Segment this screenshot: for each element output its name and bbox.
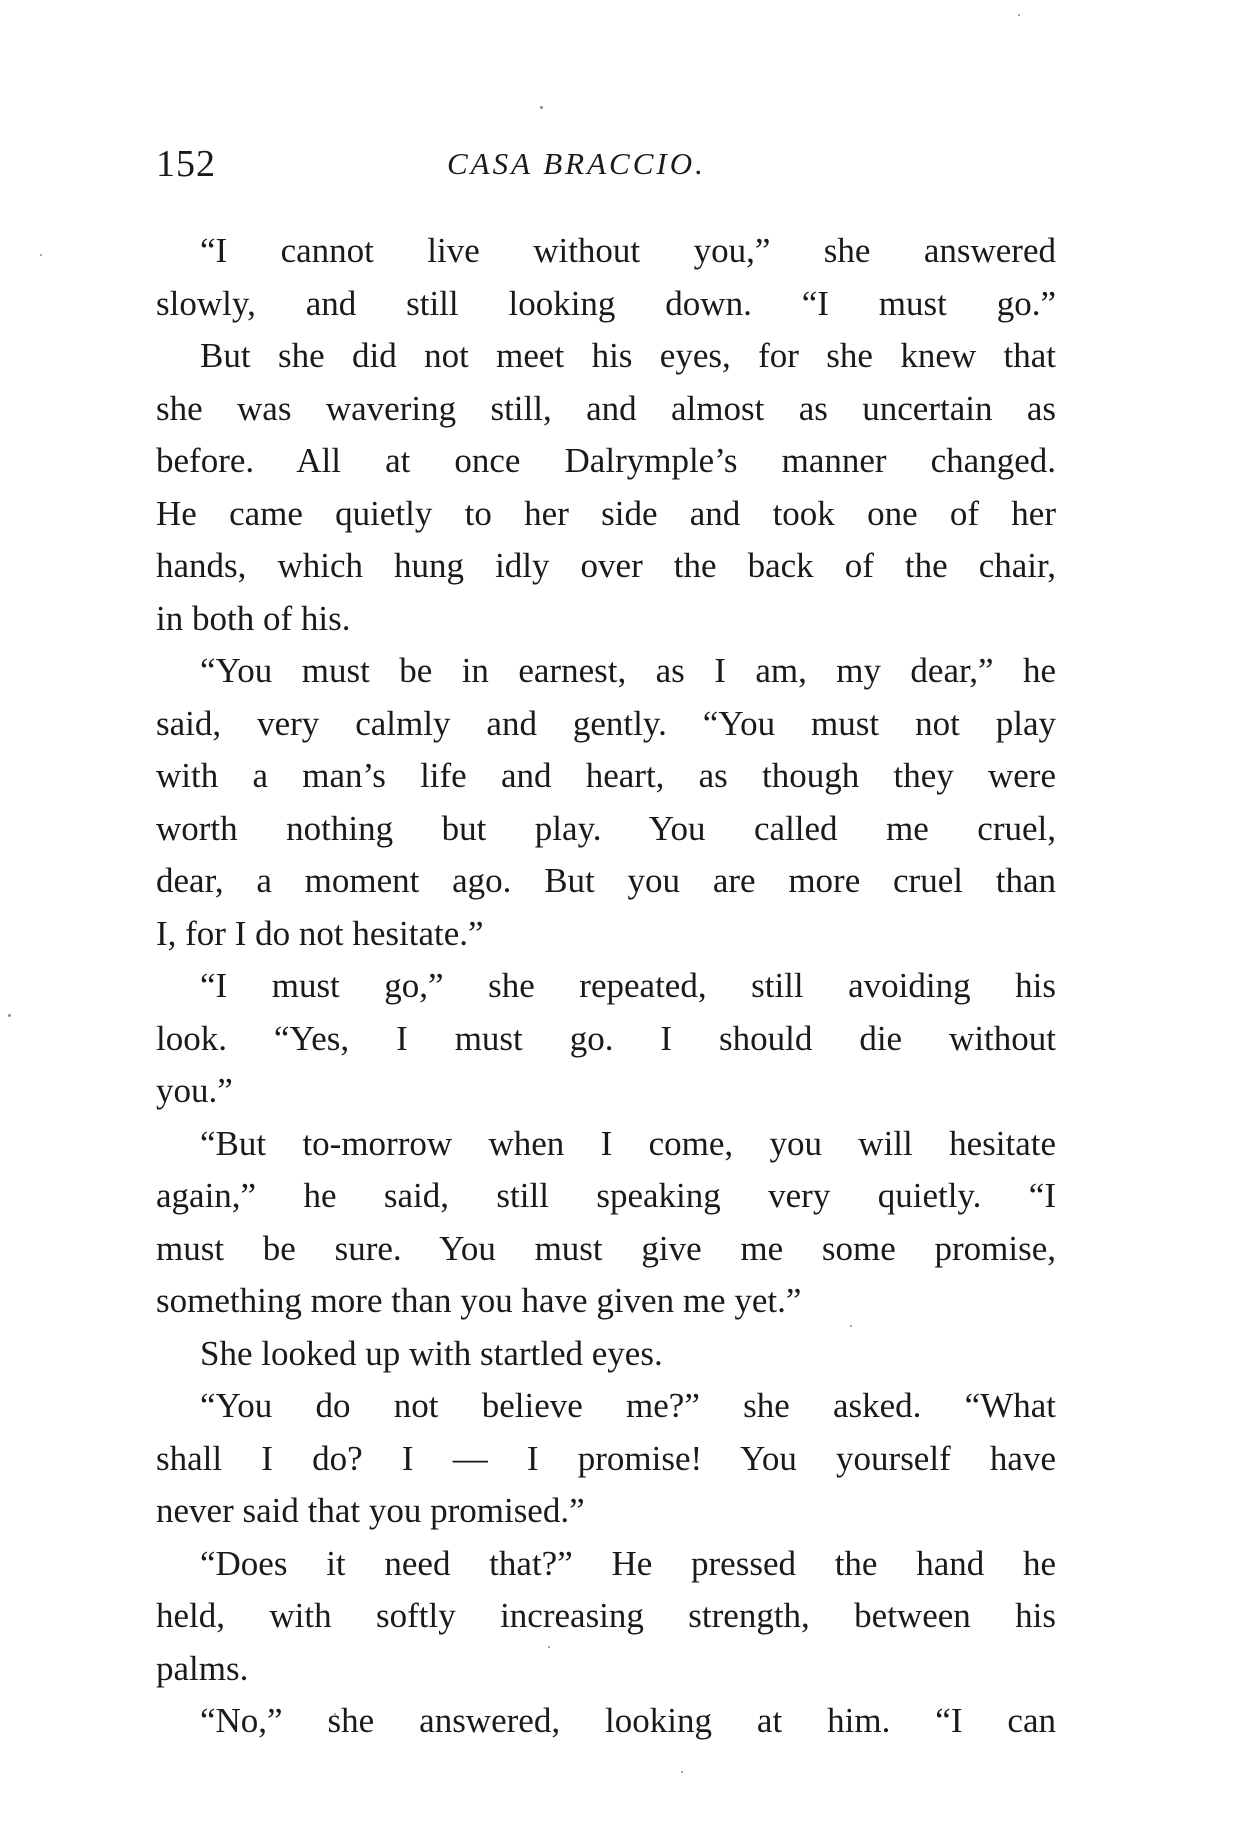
text-line: held, with softly increasing strength, between his — [156, 1596, 1056, 1635]
text-line: “You must be in earnest, as I am, my dear,” he — [200, 651, 1056, 690]
text-line: “Does it need that?” He pressed the hand he — [200, 1543, 1056, 1583]
text-line: He came quietly to her side and took one of her — [156, 493, 1056, 533]
text-line: slowly, and still looking down. “I must go.” — [156, 283, 1056, 323]
text-line: something more than you have given me yet.” — [156, 1281, 802, 1320]
text-line: again,” he said, still speaking very quietly. “I — [156, 1176, 1056, 1215]
text-line: said, very calmly and gently. “You must not play — [156, 703, 1056, 743]
text-line: I, for I do not hesitate.” — [156, 913, 484, 953]
text-line: dear, a moment ago. But you are more cruel than — [156, 861, 1056, 900]
text-line: you.” — [156, 1071, 233, 1110]
text-line: must be sure. You must give me some promise, — [156, 1228, 1056, 1268]
text-line: with a man’s life and heart, as though they were — [156, 756, 1056, 795]
text-line: “No,” she answered, looking at him. “I can — [200, 1701, 1056, 1740]
text-line: she was wavering still, and almost as uncertain as — [156, 388, 1056, 428]
text-line: shall I do? I — I promise! You yourself have — [156, 1438, 1056, 1478]
body-text — [156, 225, 1056, 1748]
text-line: “You do not believe me?” she asked. “What — [200, 1386, 1056, 1425]
text-line: “I cannot live without you,” she answered — [200, 231, 1056, 270]
text-line: She looked up with startled eyes. — [200, 1333, 663, 1373]
text-line: worth nothing but play. You called me cruel, — [156, 808, 1056, 848]
text-line: never said that you promised.” — [156, 1491, 585, 1530]
text-line: palms. — [156, 1648, 249, 1688]
text-line: look. “Yes, I must go. I should die without — [156, 1018, 1056, 1058]
text-line: “But to-morrow when I come, you will hesitate — [200, 1123, 1056, 1163]
text-line: But she did not meet his eyes, for she knew that — [200, 336, 1056, 375]
running-title: CASA BRACCIO. — [447, 146, 706, 181]
text-line: in both of his. — [156, 598, 351, 638]
text-line: hands, which hung idly over the back of the chair, — [156, 546, 1056, 585]
text-line: before. All at once Dalrymple’s manner changed. — [156, 441, 1056, 480]
page-number: 152 — [156, 143, 216, 185]
text-line: “I must go,” she repeated, still avoiding his — [200, 966, 1056, 1005]
running-header — [156, 136, 1056, 192]
